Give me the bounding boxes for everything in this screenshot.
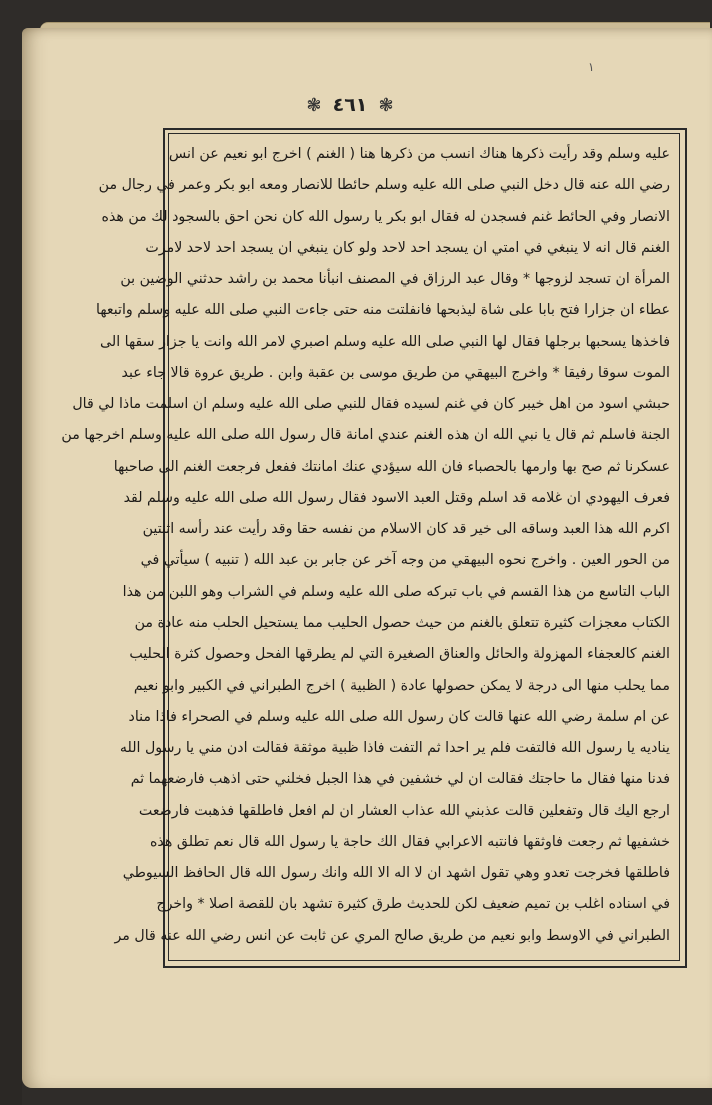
text-line: فدنا منها فقال ما حاجتك فقالت ان لي خشفين في هذا الجبل فخلني حتى اذهب فارضعهما ثم [130,771,670,788]
text-line: الجنة فاسلم ثم قال يا نبي الله ان هذه الغنم عندي امانة قال رسول الله صلى الله عليه وسلم اخرجها من [61,427,670,444]
text-line: المرأة ان تسجد لزوجها * وقال عبد الرزاق في المصنف انبأنا محمد بن راشد حدثني الوضين بن [120,271,670,288]
text-line: الطبراني في الاوسط وابو نعيم من طريق صالح المري عن ثابت عن انس رضي الله عنه قال مر [114,927,670,944]
corner-marker: ١ [588,60,595,74]
text-line: الانصار وفي الحائط غنم فسجدن له فقال ابو بكر يا رسول الله كان نحن احق بالسجود لك من هذه [101,208,670,225]
text-line: الكتاب معجزات كثيرة تتعلق بالغنم من حيث حصول الحليب مما يستحيل الحلب منه عادة من [134,614,670,631]
text-line: فاخذها يسحبها برجلها فقال لها النبي صلى الله عليه وسلم اصبري لامر الله وانت يا جزار سقها الى [100,333,670,350]
text-line: يناديه يا رسول الله فالتفت فلم ير احدا ثم التفت فاذا ظبية موثقة فقالت ادن مني يا رسول الله [119,740,670,757]
text-line: رضي الله عنه قال دخل النبي صلى الله عليه وسلم حائطا للانصار ومعه ابو بكر وعمر في رجال من [98,177,670,194]
ornament-right-icon: ❃ [378,94,394,116]
text-line: خشفيها ثم رجعت فاوثقها فانتبه الاعرابي فقال الك حاجة يا رسول الله قال نعم تطلق هذه [149,833,670,850]
text-line: ارجع اليك قال وتفعلين قالت عذبني الله عذاب العشار ان لم افعل فاطلقها فذهبت فارضعت [138,802,670,819]
text-line: الغنم كالعجفاء المهزولة والحائل والعناق الصغيرة التي لم يطرقها الفحل وحصول كثرة الحليب [129,646,670,663]
text-line: مما يحلب منها الى درجة لا يمكن حصولها عادة ( الظبية ) اخرج الطبراني في الكبير وابو نعيم [133,677,670,694]
book-binding-shadow [0,120,22,1105]
text-line: الموت سوقا رفيقا * واخرج البيهقي من طريق موسى بن عقبة وابن . طريق عروة قالا جاء عبد [121,364,670,381]
text-line: عن ام سلمة رضي الله عنها قالت كان رسول الله صلى الله عليه وسلم في الصحراء فاذا مناد [128,708,670,725]
text-line: اكرم الله هذا العبد وساقه الى خير قد كان الاسلام من نفسه حقا وقد رأيت عند رأسه اثنتين [142,521,670,538]
text-line: عليه وسلم وقد رأيت ذكرها هناك انسب من ذكرها هنا ( الغنم ) اخرج ابو نعيم عن انس [168,146,670,162]
ornament-left-icon: ❃ [306,94,322,116]
text-block [61,142,670,954]
page-header [0,94,700,116]
text-line: فعرف اليهودي ان غلامه قد اسلم وقتل العبد الاسود فقال رسول الله صلى الله عليه وسلم لقد [123,489,670,506]
text-line: حبشي اسود من اهل خيبر كان في غنم لسيده فقال للنبي صلى الله عليه وسلم ان اسلمت ماذا لي قال [72,396,670,413]
text-line: من الحور العين . واخرج نحوه البيهقي من وجه آخر عن جابر بن عبد الله ( تنبيه ) سيأتي في [140,552,670,569]
text-line: الباب التاسع من هذا القسم في باب تبركه صلى الله عليه وسلم في الشراب وهو اللبن من هذا [122,583,670,600]
page-number: ٤٦١ [332,94,368,116]
text-line: في اسناده اغلب بن تميم ضعيف لكن للحديث طرق كثيرة تشهد بان للقصة اصلا * واخرج [156,896,670,913]
text-line: عسكرنا ثم صح بها وارمها بالحصباء فان الله سيؤدي عنك امانتك ففعل فرجعت الغنم الى صاحبها [113,458,670,475]
text-line: فاطلقها فخرجت تعدو وهي تقول اشهد ان لا اله الا الله وانك رسول الله قال الحافظ السيوطي [122,865,670,882]
text-line: عطاء ان جزارا فتح بابا على شاة ليذبحها فانفلتت منه حتى جاءت النبي صلى الله عليه وسلم واتبعها [96,302,670,319]
text-line: الغنم قال انه لا ينبغي في امتي ان يسجد احد لاحد ولو كان ينبغي ان يسجد احد لاحد لامرت [145,239,670,256]
